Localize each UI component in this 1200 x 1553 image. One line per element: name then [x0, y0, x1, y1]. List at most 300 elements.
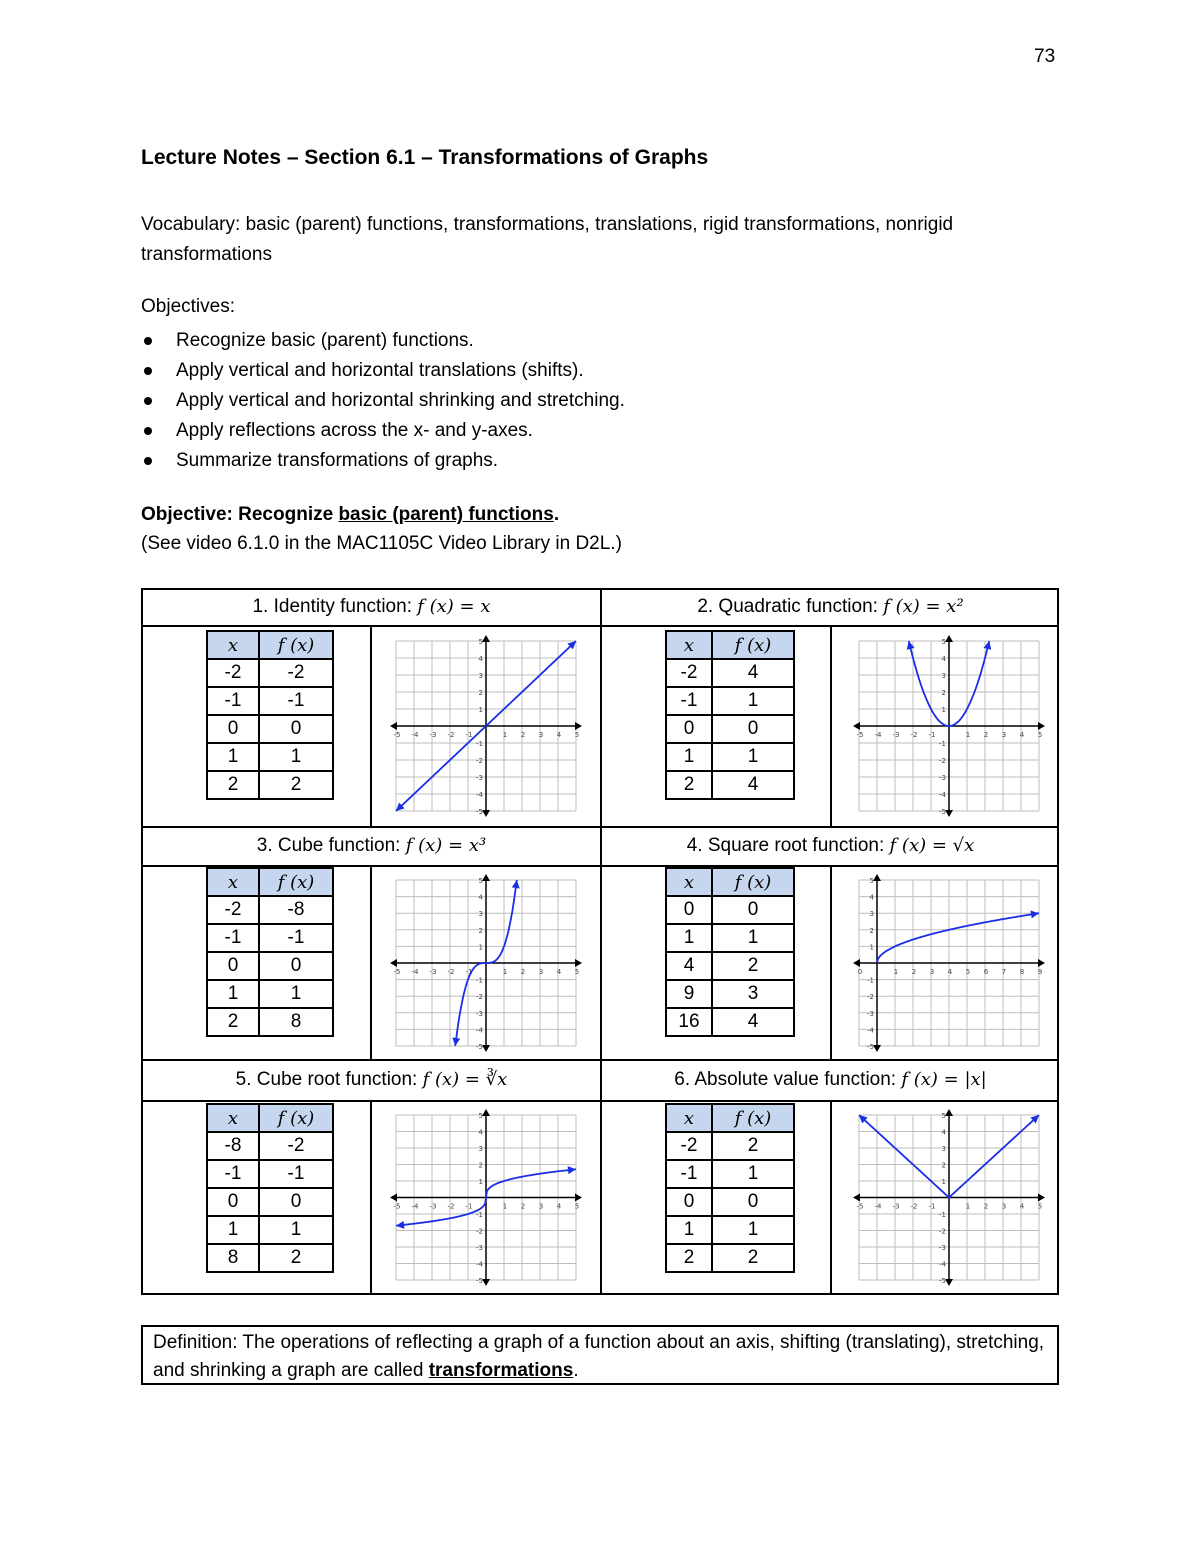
- y-tick-label: 2: [941, 1161, 946, 1170]
- fx-value: 8: [259, 1008, 333, 1036]
- x-tick-label: 5: [574, 731, 580, 739]
- table-row: [207, 952, 333, 980]
- table-row: [207, 896, 333, 924]
- y-tick-label: 5: [941, 638, 946, 646]
- x-tick-label: 2: [520, 968, 526, 976]
- x-value: 1: [666, 743, 712, 771]
- x-tick-label: 9: [1037, 968, 1043, 976]
- fx-value: 1: [712, 687, 794, 715]
- x-tick-label: -1: [928, 731, 936, 739]
- table-row: [207, 771, 333, 799]
- definition-text: Definition: The operations of reflecting a graph of a function about an axis, shifting (translating), stretching, and shrinking a graph are called: [153, 1332, 1045, 1381]
- y-tick-label: -2: [867, 993, 874, 1002]
- y-axis-arrow-icon: [945, 1279, 953, 1286]
- x-tick-label: -1: [465, 731, 473, 739]
- fx-value: 2: [712, 1132, 794, 1160]
- x-tick-label: -2: [447, 968, 455, 976]
- vocabulary: Vocabulary: basic (parent) functions, transformations, translations, rigid transformations, nonrigid transformations: [141, 214, 954, 265]
- x-tick-label: 3: [1001, 731, 1007, 739]
- x-tick-label: 0: [857, 968, 863, 976]
- table-row-divider: [143, 1100, 1057, 1102]
- x-value: -2: [207, 896, 259, 924]
- table-row: [666, 715, 794, 743]
- table-row: [666, 659, 794, 687]
- table-row: [207, 1244, 333, 1272]
- y-tick-label: 1: [478, 943, 483, 952]
- table-graph-divider: [370, 1100, 372, 1293]
- x-tick-label: 1: [965, 731, 971, 739]
- y-tick-label: 3: [941, 672, 946, 680]
- y-tick-label: -4: [867, 1026, 874, 1035]
- x-axis-arrow-icon: [390, 959, 397, 967]
- table-row: [666, 1244, 794, 1272]
- y-tick-label: -3: [476, 774, 483, 782]
- x-tick-label: 8: [1019, 968, 1025, 976]
- y-tick-label: -2: [476, 1227, 483, 1236]
- function-graph: [386, 1105, 586, 1290]
- video-note: (See video 6.1.0 in the MAC1105C Video Library in D2L.): [141, 533, 622, 554]
- function-title: [143, 1066, 600, 1094]
- objective-heading-suffix: .: [553, 504, 560, 525]
- y-axis-arrow-icon: [482, 1045, 490, 1052]
- y-tick-label: -2: [476, 757, 483, 765]
- function-formula: f (x) = x: [417, 596, 491, 617]
- y-tick-label: 2: [478, 926, 483, 935]
- x-tick-label: 4: [556, 1202, 562, 1211]
- x-tick-label: 5: [1037, 1202, 1043, 1211]
- table-row: [207, 659, 333, 687]
- x-tick-label: 2: [983, 731, 989, 739]
- column-header-x: x: [207, 1104, 259, 1132]
- table-row: [666, 952, 794, 980]
- x-axis-arrow-icon: [853, 722, 860, 730]
- column-header-x: x: [207, 868, 259, 896]
- fx-value: 2: [712, 1244, 794, 1272]
- column-header-x: x: [207, 631, 259, 659]
- x-value: -1: [207, 687, 259, 715]
- y-tick-label: -3: [476, 1244, 483, 1252]
- y-tick-label: -3: [867, 1009, 874, 1018]
- x-tick-label: 4: [556, 968, 562, 976]
- fx-value: 1: [712, 924, 794, 952]
- x-tick-label: -1: [928, 1202, 936, 1211]
- y-tick-label: -4: [476, 791, 483, 799]
- x-tick-label: 5: [965, 968, 971, 976]
- fx-value: -1: [259, 924, 333, 952]
- x-tick-label: -5: [393, 1202, 401, 1211]
- x-tick-label: -3: [892, 1202, 900, 1211]
- x-tick-label: -3: [429, 968, 437, 976]
- y-tick-label: -3: [939, 1244, 946, 1252]
- x-tick-label: 4: [1019, 731, 1025, 739]
- fx-value: -2: [259, 659, 333, 687]
- y-tick-label: 1: [869, 943, 874, 952]
- x-tick-label: -3: [429, 1202, 437, 1211]
- value-table: [206, 630, 334, 800]
- parent-functions-table: [141, 588, 1059, 1295]
- table-row: [666, 924, 794, 952]
- y-tick-label: 2: [941, 689, 946, 697]
- y-tick-label: 5: [941, 1112, 946, 1120]
- x-tick-label: 1: [893, 968, 899, 976]
- y-tick-label: 4: [478, 1128, 483, 1137]
- table-row: [666, 771, 794, 799]
- table-row-divider: [143, 1059, 1057, 1061]
- y-tick-label: -1: [476, 740, 483, 748]
- column-header-fx: f (x): [712, 868, 794, 896]
- table-graph-divider: [830, 865, 832, 1059]
- y-tick-label: -2: [939, 757, 946, 765]
- table-row: [207, 1160, 333, 1188]
- table-column-divider: [600, 590, 602, 1293]
- x-value: -2: [666, 659, 712, 687]
- page-title: Lecture Notes – Section 6.1 – Transformations of Graphs: [141, 146, 709, 169]
- x-axis-arrow-icon: [1038, 722, 1045, 730]
- fx-value: 0: [712, 715, 794, 743]
- column-header-fx: f (x): [712, 1104, 794, 1132]
- column-header-x: x: [666, 1104, 712, 1132]
- definition-term: transformations: [428, 1360, 574, 1381]
- x-tick-label: 5: [574, 1202, 580, 1211]
- function-formula: f (x) = x³: [405, 835, 487, 856]
- y-tick-label: 4: [478, 893, 483, 902]
- x-axis-arrow-icon: [1038, 959, 1045, 967]
- page-number: 73: [1034, 46, 1056, 67]
- x-tick-label: -2: [447, 1202, 455, 1211]
- fx-value: -2: [259, 1132, 333, 1160]
- x-tick-label: -5: [393, 731, 401, 739]
- y-tick-label: -5: [939, 1277, 946, 1285]
- y-tick-label: -5: [939, 808, 946, 816]
- x-value: 0: [666, 896, 712, 924]
- fx-value: 1: [259, 980, 333, 1008]
- function-label: 2. Quadratic function:: [697, 596, 884, 617]
- y-tick-label: 1: [941, 1178, 946, 1186]
- function-title: [143, 593, 600, 621]
- y-tick-label: 4: [941, 655, 946, 663]
- y-tick-label: 3: [478, 1145, 483, 1153]
- x-tick-label: -4: [874, 1202, 882, 1211]
- x-value: 1: [666, 924, 712, 952]
- y-tick-label: -3: [476, 1009, 483, 1018]
- fx-value: 0: [712, 896, 794, 924]
- y-tick-label: -5: [476, 1043, 483, 1051]
- table-row: [666, 687, 794, 715]
- function-formula: f (x) = x²: [883, 596, 964, 617]
- x-value: -1: [666, 687, 712, 715]
- function-formula: f (x) = √x: [889, 835, 975, 856]
- y-tick-label: 4: [941, 1128, 946, 1137]
- x-tick-label: 6: [983, 968, 989, 976]
- x-tick-label: -1: [465, 1202, 473, 1211]
- y-axis-arrow-icon: [482, 810, 490, 817]
- x-value: 4: [666, 952, 712, 980]
- table-row-divider: [143, 625, 1057, 627]
- x-tick-label: 3: [929, 968, 935, 976]
- x-axis-arrow-icon: [390, 1194, 397, 1202]
- x-tick-label: -5: [393, 968, 401, 976]
- x-tick-label: 2: [911, 968, 917, 976]
- fx-value: 4: [712, 1008, 794, 1036]
- definition-end: .: [573, 1360, 579, 1381]
- x-tick-label: -4: [411, 968, 419, 976]
- function-title: [602, 832, 1059, 860]
- x-value: 0: [207, 715, 259, 743]
- x-tick-label: -2: [910, 731, 918, 739]
- function-graph: [386, 631, 586, 821]
- y-tick-label: 4: [869, 893, 874, 902]
- x-value: 8: [207, 1244, 259, 1272]
- y-tick-label: 5: [478, 1112, 483, 1120]
- y-tick-label: 5: [869, 877, 874, 885]
- x-tick-label: 5: [574, 968, 580, 976]
- x-value: 2: [666, 771, 712, 799]
- fx-value: -1: [259, 1160, 333, 1188]
- y-axis-arrow-icon: [482, 1279, 490, 1286]
- x-tick-label: -5: [856, 731, 864, 739]
- column-header-x: x: [666, 868, 712, 896]
- x-tick-label: 2: [520, 1202, 526, 1211]
- y-tick-label: -1: [867, 976, 874, 985]
- x-tick-label: 1: [965, 1202, 971, 1211]
- x-value: 0: [207, 952, 259, 980]
- fx-value: -8: [259, 896, 333, 924]
- curve-arrow-icon: [1030, 910, 1039, 918]
- x-tick-label: 2: [520, 731, 526, 739]
- x-value: 1: [207, 980, 259, 1008]
- x-tick-label: 5: [1037, 731, 1043, 739]
- y-axis-arrow-icon: [482, 635, 490, 642]
- table-row: [207, 715, 333, 743]
- x-tick-label: -2: [447, 731, 455, 739]
- x-value: -8: [207, 1132, 259, 1160]
- x-value: 0: [666, 1188, 712, 1216]
- x-tick-label: 3: [538, 968, 544, 976]
- objective-item: Summarize transformations of graphs.: [141, 446, 625, 476]
- y-tick-label: -4: [476, 1260, 483, 1269]
- y-tick-label: -1: [476, 1211, 483, 1219]
- x-value: 1: [207, 743, 259, 771]
- y-tick-label: -4: [476, 1026, 483, 1035]
- x-tick-label: 4: [947, 968, 953, 976]
- y-tick-label: -2: [476, 993, 483, 1002]
- x-value: 1: [207, 1216, 259, 1244]
- y-tick-label: 1: [478, 706, 483, 714]
- fx-value: 0: [259, 715, 333, 743]
- y-tick-label: -1: [939, 1211, 946, 1219]
- objective-item: Apply vertical and horizontal translations (shifts).: [141, 356, 625, 386]
- column-header-fx: f (x): [712, 631, 794, 659]
- x-tick-label: -3: [892, 731, 900, 739]
- fx-value: 1: [259, 743, 333, 771]
- y-tick-label: 3: [941, 1145, 946, 1153]
- x-tick-label: 3: [1001, 1202, 1007, 1211]
- x-value: -1: [666, 1160, 712, 1188]
- objective-heading-prefix: Objective: Recognize: [141, 504, 339, 525]
- y-tick-label: 2: [869, 926, 874, 935]
- definition-box: [141, 1325, 1059, 1385]
- y-tick-label: 1: [478, 1178, 483, 1186]
- x-tick-label: -4: [874, 731, 882, 739]
- fx-value: 4: [712, 771, 794, 799]
- x-tick-label: 4: [1019, 1202, 1025, 1211]
- fx-value: 0: [259, 1188, 333, 1216]
- value-table: [206, 867, 334, 1037]
- table-row: [207, 743, 333, 771]
- function-graph: [849, 870, 1049, 1056]
- x-value: 2: [207, 771, 259, 799]
- value-table: [665, 630, 795, 800]
- column-header-x: x: [666, 631, 712, 659]
- objective-item: Apply vertical and horizontal shrinking and stretching.: [141, 386, 625, 416]
- y-axis-arrow-icon: [873, 1045, 881, 1052]
- y-tick-label: 3: [478, 910, 483, 919]
- table-graph-divider: [370, 865, 372, 1059]
- function-graph: [849, 1105, 1049, 1290]
- table-row: [207, 924, 333, 952]
- x-value: 9: [666, 980, 712, 1008]
- column-header-fx: f (x): [259, 868, 333, 896]
- x-tick-label: 1: [502, 1202, 508, 1211]
- function-label: 3. Cube function:: [256, 835, 406, 856]
- x-tick-label: 1: [502, 731, 508, 739]
- x-value: 2: [666, 1244, 712, 1272]
- x-axis-arrow-icon: [1038, 1194, 1045, 1202]
- fx-value: 0: [259, 952, 333, 980]
- table-row: [666, 896, 794, 924]
- fx-value: 4: [712, 659, 794, 687]
- y-tick-label: 3: [869, 910, 874, 919]
- table-row: [207, 1216, 333, 1244]
- table-row: [666, 1216, 794, 1244]
- fx-value: 3: [712, 980, 794, 1008]
- function-label: 1. Identity function:: [252, 596, 418, 617]
- y-tick-label: -1: [939, 740, 946, 748]
- table-row: [666, 743, 794, 771]
- x-tick-label: 3: [538, 731, 544, 739]
- y-axis-arrow-icon: [945, 810, 953, 817]
- x-tick-label: 3: [538, 1202, 544, 1211]
- table-row: [666, 1132, 794, 1160]
- y-tick-label: 2: [478, 689, 483, 697]
- x-value: -2: [666, 1132, 712, 1160]
- function-formula: f (x) = |x|: [901, 1069, 987, 1090]
- table-row: [666, 980, 794, 1008]
- table-row: [207, 687, 333, 715]
- function-title: [602, 593, 1059, 621]
- y-tick-label: -5: [476, 808, 483, 816]
- fx-value: 1: [712, 743, 794, 771]
- table-row: [666, 1008, 794, 1036]
- y-tick-label: 2: [478, 1161, 483, 1170]
- table-row: [207, 1132, 333, 1160]
- x-tick-label: 4: [556, 731, 562, 739]
- table-row: [666, 1160, 794, 1188]
- y-tick-label: -2: [939, 1227, 946, 1236]
- y-axis-arrow-icon: [482, 874, 490, 881]
- y-tick-label: -4: [939, 791, 946, 799]
- x-value: 1: [666, 1216, 712, 1244]
- y-tick-label: 3: [478, 672, 483, 680]
- function-label: 6. Absolute value function:: [674, 1069, 902, 1090]
- value-table: [665, 867, 795, 1037]
- x-tick-label: -3: [429, 731, 437, 739]
- column-header-fx: f (x): [259, 631, 333, 659]
- x-tick-label: -4: [411, 731, 419, 739]
- function-label: 4. Square root function:: [686, 835, 890, 856]
- value-table: [665, 1103, 795, 1273]
- x-tick-label: 1: [502, 968, 508, 976]
- fx-value: 2: [712, 952, 794, 980]
- value-table: [206, 1103, 334, 1273]
- x-tick-label: -2: [910, 1202, 918, 1211]
- x-axis-arrow-icon: [575, 959, 582, 967]
- table-graph-divider: [830, 1100, 832, 1293]
- table-row: [207, 1188, 333, 1216]
- fx-value: 0: [712, 1188, 794, 1216]
- x-value: -1: [207, 1160, 259, 1188]
- x-axis-arrow-icon: [853, 1194, 860, 1202]
- objective-heading: [141, 504, 559, 526]
- x-axis-arrow-icon: [390, 722, 397, 730]
- function-graph: [386, 870, 586, 1056]
- y-axis-arrow-icon: [945, 635, 953, 642]
- table-graph-divider: [830, 626, 832, 826]
- function-formula: f (x) = ∛x: [422, 1069, 508, 1090]
- table-graph-divider: [370, 626, 372, 826]
- y-axis-arrow-icon: [945, 1109, 953, 1116]
- y-tick-label: -5: [867, 1043, 874, 1051]
- x-axis-arrow-icon: [853, 959, 860, 967]
- table-row: [666, 1188, 794, 1216]
- y-tick-label: 4: [478, 655, 483, 663]
- y-tick-label: -4: [939, 1260, 946, 1269]
- fx-value: -1: [259, 687, 333, 715]
- table-row-divider: [143, 826, 1057, 828]
- function-title: [602, 1066, 1059, 1094]
- x-value: 0: [207, 1188, 259, 1216]
- y-tick-label: -5: [476, 1277, 483, 1285]
- x-axis-arrow-icon: [575, 722, 582, 730]
- x-value: 2: [207, 1008, 259, 1036]
- table-row: [207, 1008, 333, 1036]
- y-tick-label: 5: [478, 638, 483, 646]
- x-axis-arrow-icon: [575, 1194, 582, 1202]
- x-tick-label: -1: [465, 968, 473, 976]
- objectives-list: [141, 326, 625, 476]
- fx-value: 1: [259, 1216, 333, 1244]
- objective-heading-term: basic (parent) functions: [338, 504, 554, 525]
- y-tick-label: 5: [478, 877, 483, 885]
- objective-item: Apply reflections across the x- and y-axes.: [141, 416, 625, 446]
- fx-value: 1: [712, 1216, 794, 1244]
- function-graph: [849, 631, 1049, 821]
- x-tick-label: 7: [1001, 968, 1007, 976]
- x-value: -1: [207, 924, 259, 952]
- function-label: 5. Cube root function:: [235, 1069, 423, 1090]
- objectives-label: Objectives:: [141, 296, 235, 317]
- objective-item: Recognize basic (parent) functions.: [141, 326, 625, 356]
- fx-value: 1: [712, 1160, 794, 1188]
- y-tick-label: 1: [941, 706, 946, 714]
- x-value: -2: [207, 659, 259, 687]
- y-axis-arrow-icon: [873, 874, 881, 881]
- x-value: 0: [666, 715, 712, 743]
- fx-value: 2: [259, 1244, 333, 1272]
- x-value: 16: [666, 1008, 712, 1036]
- table-row: [207, 980, 333, 1008]
- y-tick-label: -1: [476, 976, 483, 985]
